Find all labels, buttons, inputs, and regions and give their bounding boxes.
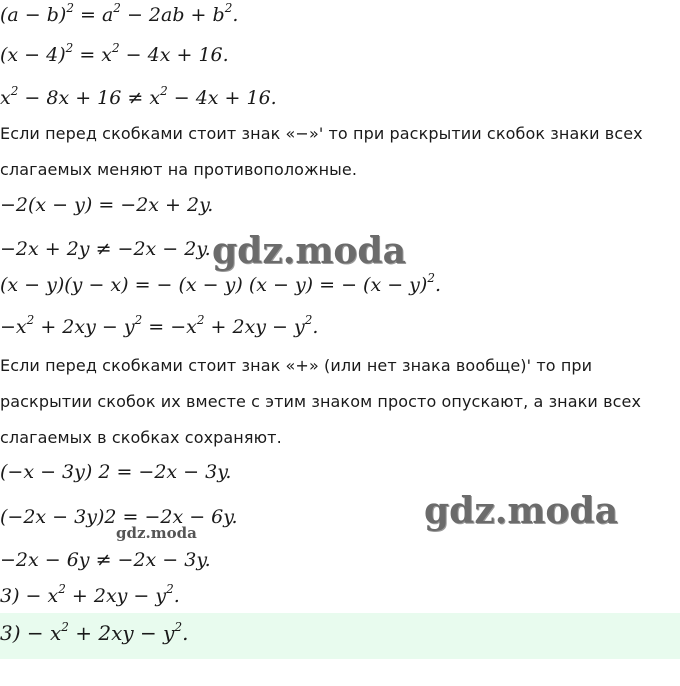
- formula-line-3: $x^2 - 8x + 16 \ne x^2 - 4x + 16$.: [0, 84, 277, 109]
- formula-line-10: −2x − 6y ≠ −2x − 3y.: [0, 549, 211, 571]
- watermark-logo: gdz.moda: [212, 230, 406, 272]
- formula-line-4: −2(x − y) = −2x + 2y.: [0, 194, 214, 216]
- rule-text-plus-3: слагаемых в скобках сохраняют.: [0, 428, 282, 447]
- rule-text-minus-1: Если перед скобками стоит знак «−»' то при раскрытии скобок знаки всех: [0, 124, 643, 143]
- formula-line-5: −2x + 2y ≠ −2x − 2y.: [0, 238, 211, 260]
- rule-text-minus-2: слагаемых меняют на противоположные.: [0, 160, 358, 179]
- formula-line-2: $(x - 4)^2 = x^2 - 4x + 16$.: [0, 41, 229, 66]
- rule-text-plus-2: раскрытии скобок их вместе с этим знаком просто опускают, а знаки всех: [0, 392, 642, 411]
- formula-line-6: (x − y)(y − x) = − (x − y) (x − y) = − $(x - y)^2$.: [0, 271, 442, 296]
- answer-formula: $3) - x^2 + 2xy - y^2$.: [0, 620, 189, 645]
- formula-line-9: (−2x − 3y)2 = −2x − 6y.: [0, 506, 238, 528]
- rule-text-plus-1: Если перед скобками стоит знак «+» (или нет знака вообще)' то при: [0, 356, 593, 375]
- answer-highlight: [0, 613, 680, 659]
- formula-line-11: $3) - x^2 + 2xy - y^2$.: [0, 582, 180, 607]
- formula-line-1: $(a - b)^2 = a^2 - 2ab + b^2$.: [0, 1, 239, 26]
- formula-line-7: $-x^2 + 2xy - y^2 = -x^2 + 2xy - y^2$.: [0, 313, 319, 338]
- formula-line-8: (−x − 3y) 2 = −2x − 3y.: [0, 461, 232, 483]
- watermark-logo-small: gdz.moda: [116, 524, 197, 542]
- watermark-logo: gdz.moda: [424, 490, 618, 532]
